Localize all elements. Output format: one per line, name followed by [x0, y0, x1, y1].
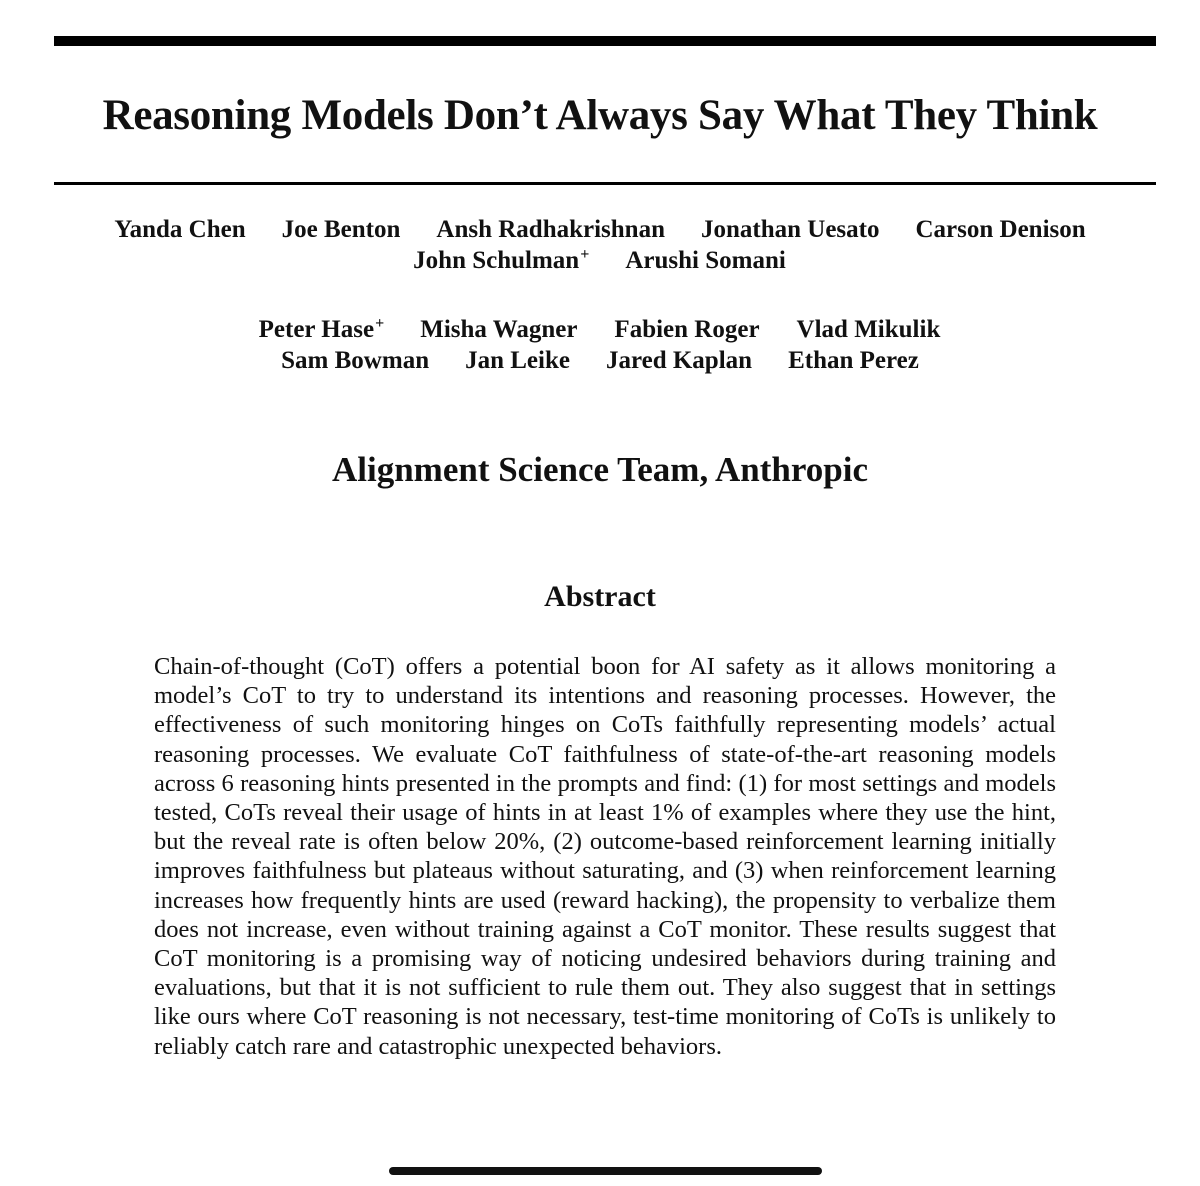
author-name: Arushi Somani [625, 247, 786, 274]
paper-title: Reasoning Models Don’t Always Say What They Think [102, 92, 1098, 139]
author-name: Peter Hase [258, 316, 375, 343]
author-entry [797, 314, 942, 345]
author-entry [614, 314, 760, 345]
author-row [0, 345, 1200, 376]
title-top-rule [54, 36, 1156, 46]
home-indicator-bar[interactable] [389, 1167, 822, 1175]
author-group-2 [0, 314, 1200, 376]
author-footnote-mark: + [580, 246, 590, 263]
author-name: Yanda Chen [114, 216, 246, 243]
author-entry [259, 314, 385, 345]
author-name: Joe Benton [281, 216, 401, 243]
author-name: Fabien Roger [614, 316, 760, 343]
author-name: Sam Bowman [281, 347, 430, 374]
author-row [0, 214, 1200, 245]
author-group-1 [0, 214, 1200, 276]
author-name: Jared Kaplan [605, 347, 753, 374]
author-entry [413, 245, 589, 276]
abstract-text: Chain-of-thought (CoT) offers a potential boon for AI safety as it allows monitoring a model’s CoT to try to understand its intentions and reasoning processes. However, the effectiveness of such monitoring hinges on CoTs faithfully representing models’ actual reasoning processes. We evaluate CoT faithfulness of state-of-the-art reasoning models across 6 reasoning hints presented in the prompts and find: (1) for most settings and models tested, CoTs reveal their usage of hints in at least 1% of examples where they use the hint, but the reveal rate is often below 20%, (2) outcome-based reinforcement learning initially improves faithfulness but plateaus without saturating, and (3) when reinforcement learning increases how frequently hints are used (reward hacking), the propensity to verbalize them does not increase, even without training against a CoT monitor. These results suggest that CoT monitoring is a promising way of noticing undesired behaviors during training and evaluations, but that it is not sufficient to rule them out. They also suggest that in settings like ours where CoT reasoning is not necessary, test-time monitoring of CoTs is unlikely to reliably catch rare and catastrophic unexpected behaviors. [154, 653, 1056, 1060]
author-row [0, 245, 1200, 276]
author-name: Ansh Radhakrishnan [436, 216, 665, 243]
author-name: Jan Leike [465, 347, 570, 374]
author-entry [420, 314, 578, 345]
author-row [0, 314, 1200, 345]
author-name: Misha Wagner [420, 316, 578, 343]
affiliation: Alignment Science Team, Anthropic [331, 450, 869, 489]
author-name: Jonathan Uesato [700, 216, 880, 243]
abstract-heading: Abstract [544, 580, 656, 613]
author-name: Carson Denison [915, 216, 1086, 243]
title-bottom-rule [54, 182, 1156, 185]
author-name: John Schulman [413, 247, 580, 274]
author-name: Vlad Mikulik [796, 316, 941, 343]
author-footnote-mark: + [375, 315, 385, 332]
author-name: Ethan Perez [788, 347, 919, 374]
author-entry [625, 245, 786, 276]
